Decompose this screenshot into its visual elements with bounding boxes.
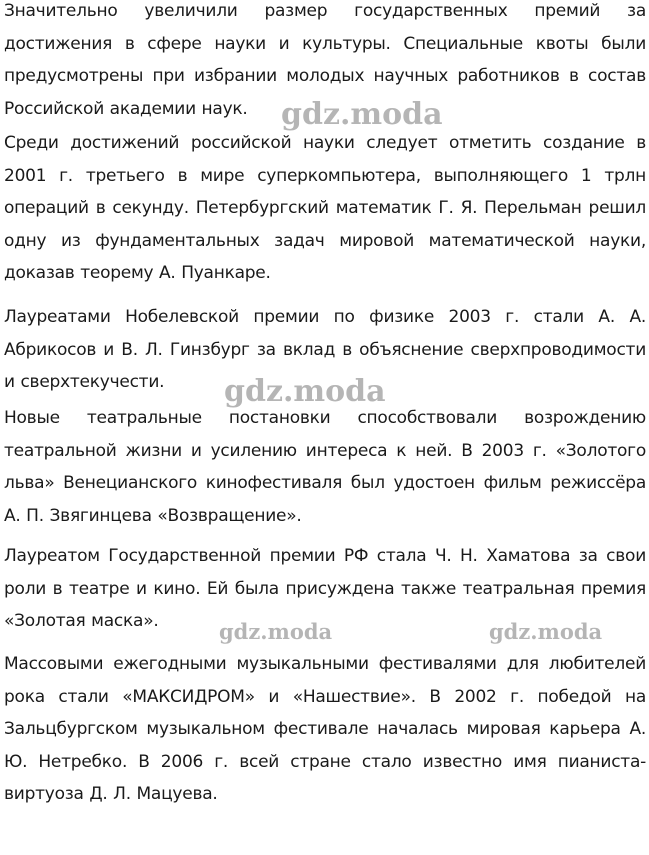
paragraph-nobel: Лауреатами Нобелевской премии по физике 2003 г. стали А. А. Абрикосов и В. Л. Гинзбург за вклад в объяснение сверхпроводимости и сверхтекучести. bbox=[4, 307, 646, 392]
watermark: gdz.moda bbox=[224, 374, 386, 409]
watermark: gdz.moda bbox=[489, 619, 603, 644]
watermark: gdz.moda bbox=[281, 97, 443, 132]
paragraph-state-prize: Лауреатом Государственной премии РФ стала Ч. Н. Хаматова за свои роли в театре и кино. Ей была присуждена также театральная премия «Золотая маска». bbox=[4, 546, 646, 631]
paragraph-music: Массовыми ежегодными музыкальными фестивалями для любителей рока стали «МАКСИДРОМ» и «Нашествие». В 2002 г. победой на Зальцбургском музыкальном фестивале началась мировая карьера А. Ю. Нетребко. В 2006 г. всей стране стало известно имя пианиста-виртуоза Д. Л. Мацуева. bbox=[4, 654, 646, 804]
paragraph-theatre-cinema: Новые театральные постановки способствовали возрождению театральной жизни и усилению интереса к ней. В 2003 г. «Золотого льва» Венецианского кинофестиваля был удостоен фильм режиссёра А. П. Звягинцева «Возвращение». bbox=[4, 408, 646, 526]
watermark: gdz.moda bbox=[219, 619, 333, 644]
paragraph-awards: Значительно увеличили размер государственных премий за достижения в сфере науки и культуры. Специальные квоты были предусмотрены при избрании молодых научных работников в состав Российской академии наук. bbox=[4, 1, 646, 119]
paragraph-science: Среди достижений российской науки следует отметить создание в 2001 г. третьего в мире суперкомпьютера, выполняющего 1 трлн операций в секунду. Петербургский математик Г. Я. Перельман решил одну из фундаментальных задач мировой математической науки, доказав теорему А. Пуанкаре. bbox=[4, 133, 646, 283]
